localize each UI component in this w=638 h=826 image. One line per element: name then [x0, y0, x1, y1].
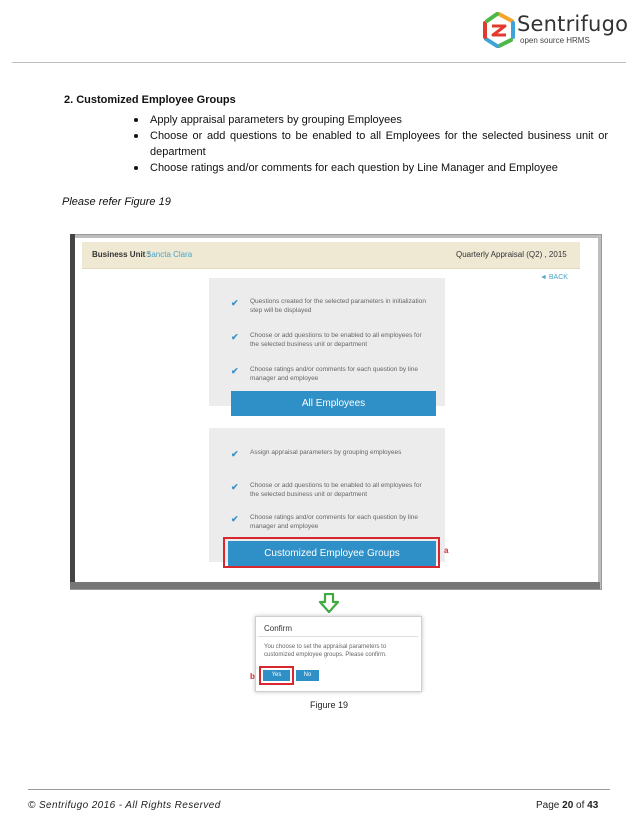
screenshot-left-edge — [70, 234, 75, 588]
footer-divider — [28, 789, 610, 790]
sentrifugo-logo-icon — [482, 12, 516, 48]
checkmark-icon: ✔ — [231, 298, 239, 308]
brand-tagline: open source HRMS — [520, 36, 590, 45]
all-employees-button[interactable]: All Employees — [231, 391, 436, 416]
customized-employee-groups-button[interactable]: Customized Employee Groups — [228, 541, 436, 566]
page-current: 20 — [562, 800, 574, 811]
bullet-item: Choose or add questions to be enabled to all Employees for the selected business unit or department — [130, 128, 608, 160]
dialog-message: You choose to set the appraisal parameters to customized employee groups. Please confirm. — [264, 644, 387, 658]
appraisal-period: Quarterly Appraisal (Q2) , 2015 — [456, 250, 567, 259]
confirm-yes-button[interactable]: Yes — [263, 670, 290, 681]
brand-name: Sentrifugo — [517, 12, 629, 36]
dialog-title: Confirm — [264, 624, 293, 633]
panel-item: Choose ratings and/or comments for each question by line manager and employee — [250, 366, 419, 382]
checkmark-icon: ✔ — [231, 514, 239, 524]
page-of: of — [573, 800, 588, 811]
back-link[interactable]: ◄ BACK — [540, 274, 568, 281]
section-title: 2. Customized Employee Groups — [64, 94, 236, 106]
figure-caption: Figure 19 — [309, 700, 349, 710]
dialog-divider — [258, 636, 418, 637]
checkmark-icon: ✔ — [231, 332, 239, 342]
panel-item: Choose or add questions to be enabled to all employees for the selected business unit or department — [250, 332, 422, 348]
callout-label-b: b — [250, 672, 255, 681]
checkmark-icon: ✔ — [231, 482, 239, 492]
panel-item: Choose or add questions to be enabled to all employees for the selected business unit or department — [250, 482, 422, 498]
down-arrow-icon — [318, 593, 340, 613]
highlight-box-a — [223, 537, 440, 568]
panel-item: Choose ratings and/or comments for each question by line manager and employee — [250, 514, 419, 530]
page-total: 43 — [587, 800, 599, 811]
screenshot-bottom-edge — [70, 582, 600, 589]
bullet-item: Choose ratings and/or comments for each question by Line Manager and Employee — [130, 160, 608, 176]
page-prefix: Page — [536, 800, 563, 811]
checkmark-icon: ✔ — [231, 449, 239, 459]
bullet-item: Apply appraisal parameters by grouping Employees — [130, 112, 608, 128]
header-divider — [12, 62, 626, 63]
footer-copyright: © Sentrifugo 2016 - All Rights Reserved — [28, 800, 221, 811]
figure-reference: Please refer Figure 19 — [62, 196, 171, 208]
panel-item: Questions created for the selected parameters in initialization step will be displayed — [250, 298, 426, 314]
business-unit-label: Business Unit : — [92, 250, 151, 259]
feature-bullet-list — [130, 112, 608, 176]
confirm-no-button[interactable]: No — [296, 670, 319, 681]
panel-item: Assign appraisal parameters by grouping employees — [250, 449, 402, 456]
business-unit-value[interactable]: Sancta Clara — [146, 250, 193, 259]
callout-label-a: a — [444, 546, 449, 555]
checkmark-icon: ✔ — [231, 366, 239, 376]
page-number — [536, 800, 598, 811]
highlight-box-b — [259, 666, 294, 685]
